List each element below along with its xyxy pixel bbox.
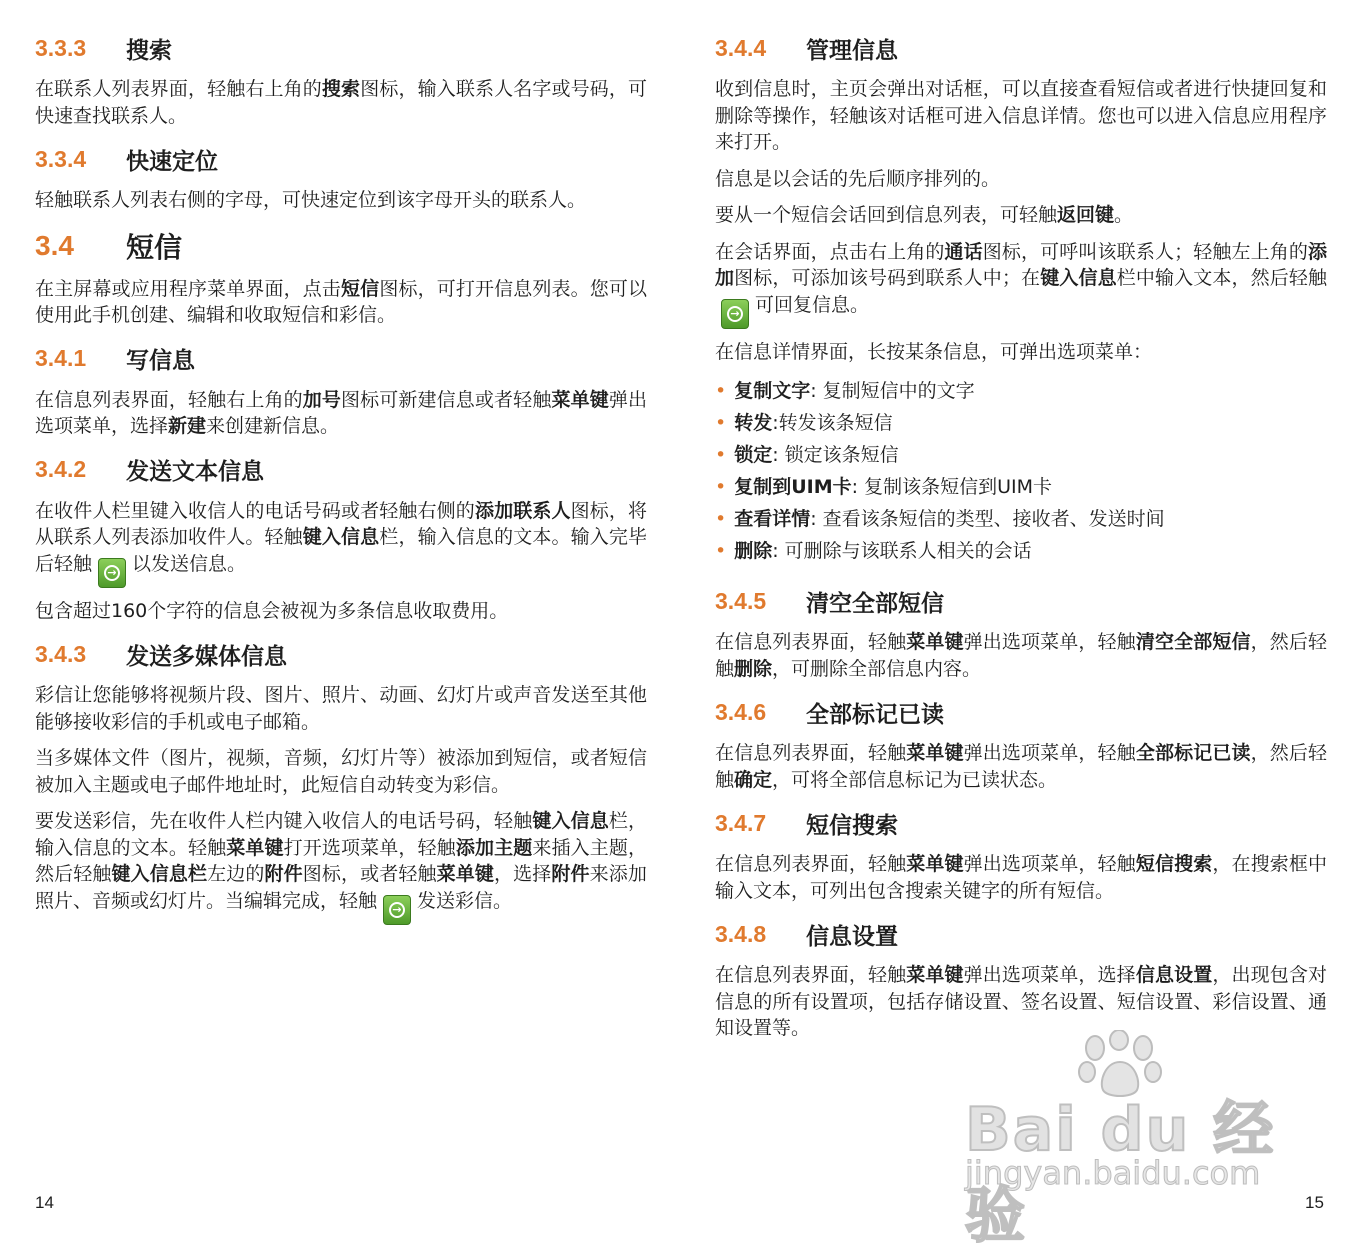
section-3-4-4: [715, 28, 1327, 567]
text: 在联系人列表界面，轻触右上角的: [35, 78, 322, 100]
text: 在信息列表界面，轻触右上角的: [35, 388, 303, 411]
bold-term: 附件: [551, 863, 590, 885]
section-title: 写信息: [126, 348, 195, 374]
bold-term: 键入信息: [532, 810, 609, 832]
bullet: •: [715, 508, 727, 530]
section-number: 3.4.1: [35, 345, 87, 371]
section-3-4-1: [35, 339, 647, 440]
text: 来创建新信息。: [206, 415, 340, 437]
section-3-4-7: [715, 803, 1327, 904]
text: 弹出选项菜单，选择: [963, 964, 1136, 986]
section-heading: [35, 28, 647, 68]
text: 在信息列表界面，轻触: [715, 631, 907, 653]
text: 栏中输入文本，然后轻触: [1116, 267, 1327, 289]
paragraph: 信息是以会话的先后顺序排列的。: [715, 167, 1001, 190]
bold-term: 新建: [168, 415, 207, 437]
bullet: •: [715, 412, 727, 434]
paragraph: [715, 851, 1327, 904]
section-3-4-8: [715, 914, 1327, 1042]
bold-term: 删除: [734, 657, 773, 680]
bold-term: 返回键: [1057, 204, 1115, 226]
section-title: 短信搜索: [806, 812, 898, 839]
paragraph: 包含超过160个字符的信息会被视为多条信息收取费用。: [35, 599, 509, 622]
section-3-4-6: [715, 692, 1327, 793]
bold-term: 菜单键: [906, 853, 964, 875]
option-label: 复制到UIM卡: [734, 476, 852, 498]
bold-term: 通话: [944, 240, 983, 263]
section-number: 3.4.7: [715, 809, 767, 836]
text: ，选择: [494, 863, 552, 885]
text: ，出现包含对信息的所有设置项，包括存储设置、签名设置、短信设置、彩信设置、通知设置等。: [715, 964, 1327, 1039]
section-title: 短信: [126, 230, 183, 264]
list-item: [715, 503, 1327, 535]
paragraph: [35, 276, 647, 329]
section-heading: [35, 634, 647, 674]
page-number-left: 14: [35, 1193, 54, 1212]
watermark-url: jingyan.baidu.com: [965, 1154, 1261, 1192]
paragraph: [35, 808, 647, 925]
send-arrow-icon: →: [383, 895, 411, 925]
paragraph: [35, 498, 647, 588]
bold-term: 短信: [341, 277, 380, 300]
option-list: [715, 375, 1327, 567]
paragraph: 彩信让您能够将视频片段、图片、照片、动画、幻灯片或声音发送至其他能够接收彩信的手机或电子邮箱。: [35, 684, 647, 733]
section-3-4: [35, 224, 647, 329]
section-number: 3.3.4: [35, 145, 87, 172]
section-heading: [35, 339, 647, 379]
text: ，然后轻触: [715, 631, 1327, 680]
bold-term: 信息设置: [1135, 964, 1213, 986]
bold-term: 添加联系人: [474, 499, 571, 522]
section-title: 发送多媒体信息: [126, 643, 287, 670]
text: 栏，输入信息的文本。输入完毕后轻触: [35, 526, 647, 575]
watermark-logo: Bai du 经验: [965, 1095, 1276, 1251]
page-number-right: 15: [1305, 1193, 1324, 1212]
paragraph: 在信息详情界面，长按某条信息，可弹出选项菜单：: [715, 340, 1153, 363]
text: 图标，可呼叫该联系人；轻触左上角的: [982, 240, 1308, 263]
section-3-3-3: [35, 28, 647, 129]
section-number: 3.4.4: [715, 34, 767, 61]
section-number: 3.4: [35, 229, 74, 261]
text: 。: [1114, 204, 1134, 226]
paragraph: 收到信息时，主页会弹出对话框，可以直接查看短信或者进行快捷回复和删除等操作，轻触该对话框可进入信息详情。您也可以进入信息应用程序来打开。: [715, 78, 1327, 153]
list-item: [715, 439, 1327, 471]
bold-term: 菜单键: [906, 631, 964, 653]
bold-term: 菜单键: [906, 964, 964, 986]
section-heading: [715, 28, 1327, 68]
text: 图标，或者轻触: [302, 863, 437, 885]
section-heading: [715, 914, 1327, 954]
section-heading: [35, 139, 647, 179]
paragraph: 当多媒体文件（图片，视频，音频，幻灯片等）被添加到短信，或者短信被加入主题或电子邮件地址时，此短信自动转变为彩信。: [35, 747, 647, 796]
option-text: : 复制短信中的文字: [810, 380, 975, 402]
text: ，在搜索框中输入文本，可列出包含搜索关键字的所有短信。: [715, 853, 1327, 902]
baidu-jingyan-watermark: [965, 1030, 1285, 1251]
bold-term: 菜单键: [906, 742, 964, 764]
send-arrow-icon: →: [98, 558, 126, 588]
text: 在会话界面，点击右上角的: [715, 240, 945, 263]
text: 在收件人栏里键入收信人的电话号码或者轻触右侧的: [35, 499, 475, 522]
text: ，然后轻触: [715, 742, 1327, 791]
paragraph: [715, 239, 1327, 329]
option-text: :转发该条短信: [772, 412, 893, 434]
section-title: 清空全部短信: [806, 590, 944, 617]
bold-term: 菜单键: [551, 388, 609, 411]
bold-term: 加号: [302, 388, 342, 411]
bold-term: 短信搜索: [1135, 853, 1213, 875]
paragraph: [35, 76, 647, 129]
bold-term: 确定: [734, 768, 773, 791]
text: ，可删除全部信息内容。: [772, 657, 982, 680]
right-page: [715, 28, 1327, 1052]
option-text: : 可删除与该联系人相关的会话: [772, 540, 1032, 562]
text: 图标，可添加该号码到联系人中；在: [734, 267, 1041, 289]
section-number: 3.4.8: [715, 920, 767, 947]
bold-term: 全部标记已读: [1135, 742, 1251, 764]
bold-term: 菜单键: [226, 836, 284, 859]
text: 在主屏幕或应用程序菜单界面，点击: [35, 277, 342, 300]
option-label: 查看详情: [734, 508, 811, 530]
section-heading: [715, 803, 1327, 843]
list-item: [715, 535, 1327, 567]
section-title: 信息设置: [806, 923, 898, 950]
bold-term: 菜单键: [436, 863, 494, 885]
section-number: 3.4.3: [35, 640, 87, 667]
text: 可回复信息。: [755, 293, 870, 316]
list-item: [715, 407, 1327, 439]
bold-term: 键入信息栏: [111, 863, 208, 885]
text: 弹出选项菜单，轻触: [963, 853, 1136, 875]
bullet: •: [715, 476, 727, 498]
text: ，可将全部信息标记为已读状态。: [772, 768, 1058, 791]
text: 打开选项菜单，轻触: [283, 836, 456, 859]
section-heading: [35, 450, 647, 490]
bullet: •: [715, 380, 727, 402]
bold-term: 添加: [715, 240, 1327, 289]
text: 栏，输入信息的文本。轻触: [35, 810, 647, 859]
text: 弹出选项菜单，轻触: [963, 742, 1136, 764]
section-title: 搜索: [126, 37, 172, 64]
bold-term: 添加主题: [455, 836, 533, 859]
paragraph: [715, 629, 1327, 682]
section-heading: [715, 692, 1327, 732]
text: 在信息列表界面，轻触: [715, 853, 907, 875]
paragraph: [35, 387, 647, 440]
text: 图标可新建信息或者轻触: [341, 388, 552, 411]
text: 要从一个短信会话回到信息列表，可轻触: [715, 204, 1058, 226]
chapter-heading: [35, 224, 647, 268]
bold-term: 搜索: [321, 78, 361, 100]
text: 图标，将从联系人列表添加收件人。轻触: [35, 499, 647, 548]
section-number: 3.3.3: [35, 34, 87, 61]
list-item: [715, 375, 1327, 407]
paragraph: 轻触联系人列表右侧的字母，可快速定位到该字母开头的联系人。: [35, 189, 587, 211]
text: 发送彩信。: [417, 889, 513, 912]
option-label: 锁定: [734, 444, 773, 466]
text: 要发送彩信，先在收件人栏内键入收信人的电话号码，轻触: [35, 810, 533, 832]
text: 来插入主题，然后轻触: [35, 836, 647, 885]
section-title: 快速定位: [126, 148, 218, 175]
bold-term: 键入信息: [1040, 267, 1117, 289]
section-3-3-4: [35, 139, 647, 214]
option-label: 删除: [734, 540, 773, 562]
bold-term: 清空全部短信: [1135, 631, 1251, 653]
bold-term: 附件: [264, 863, 303, 885]
text: 在信息列表界面，轻触: [715, 742, 907, 764]
section-number: 3.4.6: [715, 698, 767, 725]
section-3-4-2: [35, 450, 647, 625]
text: 来添加照片、音频或幻灯片。当编辑完成，轻触: [35, 863, 647, 912]
section-number: 3.4.2: [35, 456, 87, 482]
text: 在信息列表界面，轻触: [715, 964, 907, 986]
option-text: : 复制该条短信到UIM卡: [851, 476, 1052, 498]
option-text: : 锁定该条短信: [772, 444, 899, 466]
text: 图标，可打开信息列表。您可以使用此手机创建、编辑和收取短信和彩信。: [35, 277, 647, 326]
send-arrow-icon: →: [721, 299, 749, 329]
text: 弹出选项菜单，选择: [35, 388, 647, 437]
left-page: [35, 28, 647, 935]
list-item: [715, 471, 1327, 503]
section-3-4-5: [715, 581, 1327, 682]
text: 以发送信息。: [132, 552, 247, 575]
section-title: 全部标记已读: [806, 701, 944, 728]
option-text: : 查看该条短信的类型、接收者、发送时间: [810, 508, 1165, 530]
bold-term: 键入信息: [302, 526, 380, 548]
section-title: 管理信息: [806, 37, 898, 64]
text: 左边的: [207, 863, 265, 885]
bullet: •: [715, 444, 727, 466]
section-number: 3.4.5: [715, 587, 767, 614]
text: 弹出选项菜单，轻触: [963, 631, 1136, 653]
option-label: 转发: [734, 412, 773, 434]
paragraph: [715, 202, 1327, 229]
text: 图标，输入联系人名字或号码，可快速查找联系人。: [35, 78, 647, 127]
paragraph: [715, 740, 1327, 793]
option-label: 复制文字: [734, 380, 811, 402]
section-3-4-3: [35, 634, 647, 925]
section-heading: [715, 581, 1327, 621]
bullet: •: [715, 540, 727, 562]
section-title: 发送文本信息: [126, 459, 264, 485]
